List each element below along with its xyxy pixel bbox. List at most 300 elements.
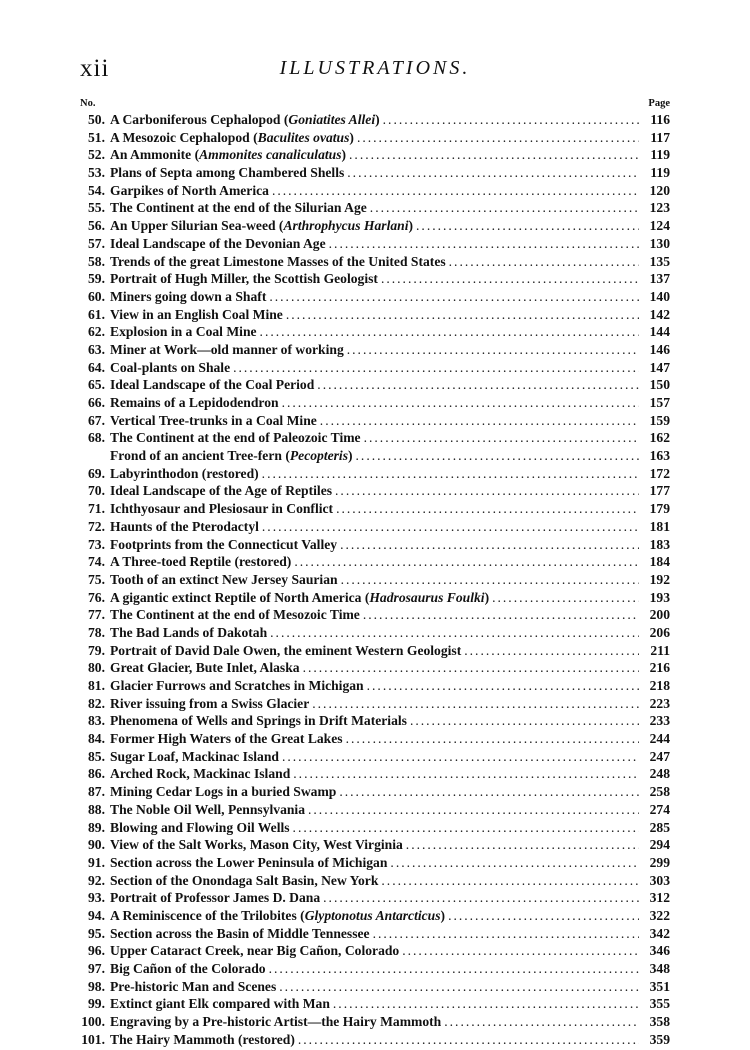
entry-number: 81. <box>88 678 105 693</box>
dot-leader <box>381 271 639 287</box>
entry-number: 68. <box>88 430 105 446</box>
entry-title-text: Remains of a Lepidodendron <box>110 395 279 410</box>
entry-title-text: Portrait of Professor James D. Dana <box>110 890 321 906</box>
entry-title <box>110 961 266 977</box>
dot-leader <box>346 731 639 747</box>
list-item <box>78 961 670 979</box>
dot-leader <box>406 837 639 853</box>
entry-title-text: Extinct giant Elk compared with Man <box>110 996 330 1012</box>
entry-title-text: A Reminiscence of the Trilobites ( <box>110 907 305 923</box>
list-item <box>78 802 670 820</box>
dot-leader <box>347 165 639 181</box>
list-item <box>78 183 670 201</box>
entry-title <box>110 926 370 942</box>
list-item <box>78 1032 670 1050</box>
entry-title-text: Section across the Basin of Middle Tennessee <box>110 925 370 941</box>
entry-title <box>110 607 360 623</box>
dot-leader <box>335 483 639 499</box>
entry-page-number: 211 <box>650 642 670 658</box>
dot-leader <box>492 590 639 606</box>
entry-title-text: An Upper Silurian Sea-weed ( <box>110 218 284 234</box>
list-item <box>78 200 670 218</box>
entry-number: 97. <box>88 961 105 976</box>
entry-title <box>110 413 317 429</box>
dot-leader <box>293 820 639 836</box>
running-title: ILLUSTRATIONS. <box>279 57 471 79</box>
entry-title-suffix: ) <box>349 129 354 145</box>
page-number: xii <box>80 55 110 82</box>
entry-title-text: Phenomena of Wells and Springs in Drift Materials <box>110 713 407 729</box>
dot-leader <box>320 413 639 429</box>
list-item <box>78 731 670 749</box>
entry-title-text: River issuing from a Swiss Glacier <box>110 695 310 711</box>
entry-title-suffix: ) <box>341 147 347 163</box>
entry-title <box>110 130 354 146</box>
entry-number: 73. <box>88 536 105 552</box>
entry-title-text: Miners going down a Shaft <box>110 288 267 304</box>
column-headings <box>80 98 670 112</box>
dot-leader <box>293 766 639 782</box>
dot-leader <box>381 873 639 889</box>
entry-page-number: 130 <box>649 235 670 251</box>
list-item <box>78 413 670 431</box>
entry-title <box>110 979 276 995</box>
dot-leader <box>416 218 639 234</box>
dot-leader <box>270 625 639 641</box>
dot-leader <box>444 1014 639 1030</box>
list-item <box>78 908 670 926</box>
entry-page-number: 303 <box>649 872 670 888</box>
entry-page-number: 218 <box>649 678 670 693</box>
list-item <box>78 519 670 537</box>
entry-page-number: 274 <box>649 801 670 817</box>
entry-title <box>110 395 279 411</box>
list-item <box>78 660 670 678</box>
entry-page-number: 358 <box>649 1014 670 1030</box>
entry-title-text: Coal-plants on Shale <box>110 359 231 375</box>
list-item <box>78 820 670 838</box>
entry-title <box>110 696 309 712</box>
entry-title <box>110 218 413 234</box>
entry-number: 79. <box>88 642 105 658</box>
entry-title <box>110 908 445 924</box>
entry-title <box>110 342 344 358</box>
entry-title-suffix: ) <box>440 907 446 923</box>
entry-page-number: 206 <box>649 624 670 640</box>
entry-page-number: 294 <box>649 837 670 853</box>
entry-page-number: 181 <box>649 518 670 534</box>
list-item <box>78 643 670 661</box>
dot-leader <box>367 678 639 694</box>
dot-leader <box>312 696 639 712</box>
entry-number: 80. <box>88 660 105 676</box>
entry-page-number: 233 <box>649 713 670 729</box>
entry-page-number: 248 <box>649 766 670 782</box>
entry-page-number: 346 <box>649 943 670 959</box>
entry-title-text: View of the Salt Works, Mason City, West Virginia <box>110 837 403 853</box>
entry-title-text: Glacier Furrows and Scratches in Michigan <box>110 678 364 693</box>
entry-title-text: Tooth of an extinct New Jersey Saurian <box>110 571 338 587</box>
entry-title-text: Portrait of David Dale Owen, the eminent Western Geologist <box>110 642 462 658</box>
entry-page-number: 258 <box>649 784 670 800</box>
list-item <box>78 855 670 873</box>
dot-leader <box>329 236 639 252</box>
entry-page-number: 244 <box>649 731 670 747</box>
page-header <box>80 55 670 85</box>
entry-number: 83. <box>88 713 105 729</box>
entry-number: 51. <box>88 129 105 145</box>
entry-number: 91. <box>88 854 105 870</box>
entry-page-number: 144 <box>649 324 670 340</box>
entry-number: 72. <box>88 518 105 534</box>
list-item <box>78 360 670 378</box>
entry-page-number: 135 <box>649 253 670 269</box>
entry-page-number: 192 <box>649 571 670 587</box>
entry-title-scientific-name: Arthrophycus Harlani <box>283 218 409 234</box>
entry-title <box>110 678 364 694</box>
list-item <box>78 926 670 944</box>
entry-title <box>110 890 320 906</box>
entry-title-text: Plans of Septa among Chambered Shells <box>110 165 345 181</box>
entry-title <box>110 943 399 959</box>
entry-page-number: 342 <box>649 925 670 941</box>
entry-title <box>110 749 279 765</box>
entry-number: 65. <box>88 377 105 393</box>
dot-leader <box>279 979 639 995</box>
list-item <box>78 165 670 183</box>
dot-leader <box>323 890 639 906</box>
dot-leader <box>347 342 639 358</box>
entry-number: 59. <box>88 271 105 287</box>
list-item <box>78 837 670 855</box>
entry-title-text: Blowing and Flowing Oil Wells <box>110 819 290 835</box>
entry-page-number: 116 <box>650 112 670 127</box>
entry-title-text: A Three-toed Reptile (restored) <box>110 554 292 570</box>
entry-number: 95. <box>88 925 105 941</box>
entry-title <box>110 554 291 570</box>
entry-title <box>110 625 267 641</box>
entry-page-number: 200 <box>649 607 670 623</box>
list-item <box>78 483 670 501</box>
entry-title-text: Ideal Landscape of the Coal Period <box>110 377 315 393</box>
entry-title <box>110 236 326 252</box>
entry-title-text: Ideal Landscape of the Devonian Age <box>110 235 326 251</box>
list-item <box>78 749 670 767</box>
list-item <box>78 236 670 254</box>
entry-title-scientific-name: Baculites ovatus <box>257 129 350 145</box>
entry-number: 98. <box>88 978 105 994</box>
entry-number: 63. <box>88 341 105 357</box>
entry-page-number: 183 <box>649 536 670 552</box>
entry-page-number: 140 <box>649 288 670 304</box>
entry-page-number: 146 <box>649 341 670 357</box>
entry-title <box>110 430 361 446</box>
entry-number: 94. <box>88 907 105 923</box>
entry-page-number: 184 <box>649 554 670 570</box>
entry-title-scientific-name: Ammonites canaliculatus <box>199 147 342 163</box>
list-item <box>78 1014 670 1032</box>
entry-number: 92. <box>88 872 105 888</box>
entry-page-number: 177 <box>649 483 670 499</box>
dot-leader <box>294 554 639 570</box>
entry-title-suffix: ) <box>375 112 380 127</box>
entry-page-number: 123 <box>649 200 670 216</box>
list-item <box>78 395 670 413</box>
list-item <box>78 342 670 360</box>
entry-title <box>110 784 336 800</box>
entry-page-number: 120 <box>649 182 670 198</box>
entry-title <box>110 165 344 181</box>
entry-number: 66. <box>88 395 105 410</box>
dot-leader <box>383 112 639 128</box>
entry-title-text: Section of the Onondaga Salt Basin, New York <box>110 872 379 888</box>
list-item <box>78 766 670 784</box>
list-item <box>78 130 670 148</box>
entry-title <box>110 1014 441 1030</box>
list-item <box>78 784 670 802</box>
entry-page-number: 163 <box>649 448 670 464</box>
list-item <box>78 713 670 731</box>
entry-page-number: 247 <box>649 748 670 764</box>
entry-page-number: 162 <box>649 430 670 446</box>
entry-page-number: 348 <box>649 961 670 976</box>
dot-leader <box>298 1032 639 1048</box>
entry-number: 96. <box>88 943 105 959</box>
dot-leader <box>373 926 639 942</box>
entry-number: 89. <box>88 819 105 835</box>
list-item <box>78 607 670 625</box>
entry-title-text: Trends of the great Limestone Masses of the United States <box>110 253 446 269</box>
entry-number: 58. <box>88 253 105 269</box>
list-item <box>78 979 670 997</box>
dot-leader <box>269 961 639 977</box>
entry-title-text: Footprints from the Connecticut Valley <box>110 536 338 552</box>
entry-title-text: The Hairy Mammoth (restored) <box>110 1031 295 1047</box>
list-item <box>78 377 670 395</box>
list-item <box>78 696 670 714</box>
list-item <box>78 996 670 1014</box>
entry-title <box>110 377 314 393</box>
dot-leader <box>349 147 639 163</box>
entry-title <box>110 324 257 340</box>
list-item <box>78 112 670 130</box>
entry-title-text: Portrait of Hugh Miller, the Scottish Geologist <box>110 271 378 287</box>
dot-leader <box>410 713 639 729</box>
entry-number: 87. <box>88 784 105 800</box>
entry-number: 93. <box>88 890 105 906</box>
dot-leader <box>390 855 639 871</box>
entry-number: 55. <box>88 200 105 216</box>
entry-title <box>110 466 259 482</box>
entry-number: 60. <box>88 288 105 304</box>
entry-number: 74. <box>88 554 105 570</box>
entry-title-text: Ideal Landscape of the Age of Reptiles <box>110 483 333 499</box>
entry-number: 75. <box>88 571 105 587</box>
entry-title <box>110 1032 295 1048</box>
entry-number: 76. <box>88 589 105 605</box>
entry-title <box>110 537 337 553</box>
entry-title-text: Pre-historic Man and Scenes <box>110 978 277 994</box>
list-item <box>78 554 670 572</box>
dot-leader <box>282 749 639 765</box>
entry-title-text: Arched Rock, Mackinac Island <box>110 766 291 782</box>
entry-page-number: 355 <box>649 996 670 1012</box>
entry-page-number: 147 <box>649 359 670 375</box>
entry-page-number: 119 <box>650 165 670 181</box>
list-item <box>78 625 670 643</box>
entry-title <box>110 643 461 659</box>
entry-title-suffix: ) <box>484 589 490 605</box>
entry-title <box>110 820 290 836</box>
entry-page-number: 223 <box>649 695 670 711</box>
entry-title-text: Section across the Lower Peninsula of Michigan <box>110 854 388 870</box>
dot-leader <box>357 130 639 146</box>
entry-title <box>110 731 343 747</box>
entry-title <box>110 873 378 889</box>
list-item <box>78 537 670 555</box>
entry-page-number: 216 <box>649 660 670 676</box>
dot-leader <box>262 519 639 535</box>
entry-number: 61. <box>88 306 105 322</box>
entry-title-text: Miner at Work—old manner of working <box>110 341 344 357</box>
entry-title-text: A Mesozoic Cephalopod ( <box>110 129 258 145</box>
entry-title-text: Vertical Tree-trunks in a Coal Mine <box>110 412 317 428</box>
entry-title-scientific-name: Hadrosaurus Foulki <box>369 589 485 605</box>
entry-title <box>110 271 378 287</box>
entry-title-text: Sugar Loaf, Mackinac Island <box>110 748 279 764</box>
entry-title <box>110 590 489 606</box>
entry-title-suffix: ) <box>348 448 353 464</box>
entry-title-text: A Carboniferous Cephalopod ( <box>110 112 289 127</box>
list-item <box>78 271 670 289</box>
dot-leader <box>339 784 639 800</box>
dot-leader <box>448 908 639 924</box>
list-item <box>78 147 670 165</box>
illustrations-list <box>78 112 670 1049</box>
entry-number: 67. <box>88 412 105 428</box>
entry-title-text: The Continent at the end of Mesozoic Time <box>110 607 360 623</box>
entry-page-number: 159 <box>649 412 670 428</box>
entry-title-text: A gigantic extinct Reptile of North America ( <box>110 589 370 605</box>
dot-leader <box>402 943 639 959</box>
entry-title-text: Haunts of the Pterodactyl <box>110 518 259 534</box>
entry-page-number: 322 <box>649 907 670 923</box>
entry-number: 71. <box>88 501 105 517</box>
entry-title-text: The Continent at the end of the Silurian Age <box>110 200 367 216</box>
entry-page-number: 299 <box>649 854 670 870</box>
entry-title <box>110 112 380 128</box>
list-item <box>78 572 670 590</box>
entry-title <box>110 147 346 163</box>
entry-title-text: Engraving by a Pre-historic Artist—the Hairy Mammoth <box>110 1014 442 1030</box>
entry-number: 69. <box>88 465 105 481</box>
dot-leader <box>340 537 639 553</box>
entry-page-number: 359 <box>649 1031 670 1047</box>
dot-leader <box>262 466 639 482</box>
list-item <box>78 466 670 484</box>
entry-title-text: Labyrinthodon (restored) <box>110 465 259 481</box>
list-item <box>78 430 670 448</box>
entry-title <box>110 802 305 818</box>
entry-page-number: 117 <box>650 129 670 145</box>
entry-title <box>110 837 403 853</box>
dot-leader <box>272 183 639 199</box>
list-item <box>78 501 670 519</box>
entry-page-number: 312 <box>649 890 670 906</box>
dot-leader <box>233 360 639 376</box>
list-item <box>78 448 670 466</box>
list-item <box>78 324 670 342</box>
dot-leader <box>356 448 639 464</box>
entry-title <box>110 519 259 535</box>
entry-number: 88. <box>88 801 105 817</box>
entry-page-number: 285 <box>649 819 670 835</box>
entry-title-scientific-name: Pecopteris <box>289 448 348 464</box>
entry-title <box>110 360 230 376</box>
dot-leader <box>449 254 639 270</box>
dot-leader <box>363 607 639 623</box>
entry-title-text: Explosion in a Coal Mine <box>110 324 257 340</box>
entry-title-suffix: ) <box>408 218 414 234</box>
entry-title <box>110 572 338 588</box>
entry-number: 53. <box>88 165 105 181</box>
entry-title <box>110 254 446 270</box>
entry-number: 52. <box>88 147 105 163</box>
dot-leader <box>333 996 639 1012</box>
column-heading-no: No. <box>80 98 96 109</box>
entry-page-number: 150 <box>649 377 670 393</box>
entry-number: 57. <box>88 235 105 251</box>
dot-leader <box>282 395 639 411</box>
list-item <box>78 254 670 272</box>
entry-title-text: Big Cañon of the Colorado <box>110 961 266 976</box>
entry-title-text: An Ammonite ( <box>110 147 200 163</box>
entry-title-text: Frond of an ancient Tree-fern ( <box>110 448 290 464</box>
entry-title <box>110 766 290 782</box>
entry-number: 54. <box>88 182 105 198</box>
dot-leader <box>303 660 639 676</box>
entry-title-text: Garpikes of North America <box>110 182 269 198</box>
entry-page-number: 124 <box>649 218 670 234</box>
entry-page-number: 351 <box>649 978 670 994</box>
entry-title <box>110 483 332 499</box>
entry-number: 56. <box>88 218 105 234</box>
dot-leader <box>341 572 639 588</box>
entry-page-number: 119 <box>650 147 670 163</box>
entry-title-scientific-name: Glyptonotus Antarcticus <box>304 907 441 923</box>
dot-leader <box>317 377 639 393</box>
entry-number: 62. <box>88 324 105 340</box>
entry-title <box>110 660 300 676</box>
entry-number: 86. <box>88 766 105 782</box>
list-item <box>78 890 670 908</box>
entry-number: 84. <box>88 731 105 747</box>
dot-leader <box>308 802 639 818</box>
entry-number: 101. <box>81 1031 105 1047</box>
entry-title <box>110 448 353 464</box>
column-heading-page: Page <box>648 98 670 109</box>
entry-title-text: View in an English Coal Mine <box>110 306 283 322</box>
entry-number: 70. <box>88 483 105 499</box>
entry-title-text: Ichthyosaur and Plesiosaur in Conflict <box>110 501 334 517</box>
entry-page-number: 137 <box>649 271 670 287</box>
entry-title <box>110 501 333 517</box>
list-item <box>78 307 670 325</box>
entry-page-number: 142 <box>649 306 670 322</box>
entry-title-scientific-name: Goniatites Allei <box>288 112 376 127</box>
entry-number: 77. <box>88 607 105 623</box>
list-item <box>78 289 670 307</box>
